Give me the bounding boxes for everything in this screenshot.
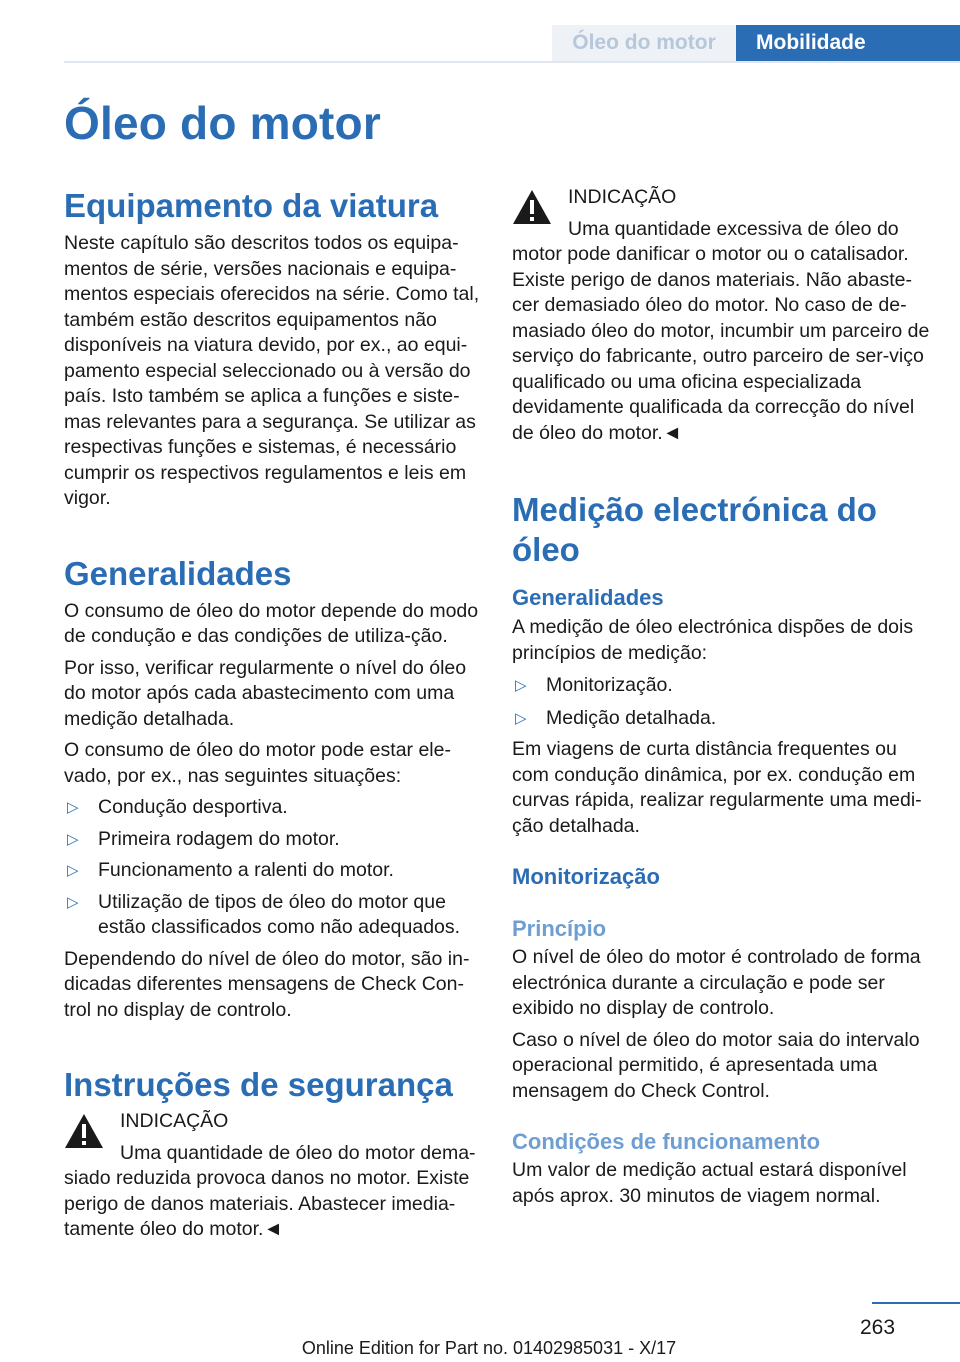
monitoring-heading: Monitorização	[512, 864, 660, 889]
trips-text: Em viagens de curta distância frequentes ou com condução dinâmica, por ex. condução em curvas rápida, realizar regularmente uma medi-ção detalhada.	[512, 738, 922, 837]
warning-text: Uma quantidade de óleo do motor dema-siado reduzida provoca danos no motor. Existe perigo de danos materiais. Abastecer imedia-tamente óleo do motor.◄	[64, 1141, 476, 1240]
safety-heading: Instruções de segurança	[64, 1066, 453, 1103]
triangle-right-bullet-icon: ▷	[67, 799, 79, 816]
principles-list	[512, 673, 932, 731]
header-chapter-tab: Mobilidade	[736, 25, 960, 61]
general-paragraph-2: Por isso, verificar regularmente o nível do óleo do motor após cada abastecimento com uma medição detalhada.	[64, 656, 467, 730]
warning-label: INDICAÇÃO	[120, 1110, 229, 1132]
warning-triangle-icon	[64, 1112, 108, 1152]
warning-notice	[64, 1109, 484, 1243]
general-text: A medição de óleo electrónica dispões de dois princípios de medição:	[512, 616, 914, 664]
principle-paragraph-2: Caso o nível de óleo do motor saia do intervalo operacional permitido, é apresentada uma mensagem do Check Control.	[512, 1028, 920, 1102]
edition-note: Online Edition for Part no. 01402985031 - X/17	[301, 1338, 677, 1358]
warning-text: Uma quantidade excessiva de óleo do motor pode danificar o motor ou o catalisador. Existe perigo de danos materiais. Não abaste-cer demasiado óleo do motor. No caso de de-masiado óleo do motor, incumbir um parceiro de serviço do fabricante, outro parceiro de ser-viço qualificado ou uma oficina especializada devidamente qualificada da correcção do nível de óleo do motor.◄	[512, 217, 930, 444]
general-subheading: Generalidades	[512, 585, 664, 610]
triangle-right-bullet-icon: ▷	[515, 677, 527, 694]
conditions-text: Um valor de medição actual estará disponível após aprox. 30 minutos de viagem normal.	[512, 1159, 907, 1207]
general-paragraph-3: O consumo de óleo do motor pode estar ele-vado, por ex., nas seguintes situações:	[64, 739, 451, 787]
conditions-heading: Condições de funcionamento	[512, 1129, 821, 1154]
warning-triangle-icon	[512, 188, 556, 228]
right-column	[512, 180, 932, 1209]
page-header	[552, 25, 960, 61]
situations-list	[64, 795, 484, 941]
triangle-right-bullet-icon: ▷	[67, 893, 79, 911]
principle-heading: Princípio	[512, 916, 607, 941]
warning-notice	[512, 185, 932, 446]
left-column	[64, 180, 484, 1243]
list-item: ▷ Funcionamento a ralenti do motor.	[64, 858, 484, 884]
warning-label: INDICAÇÃO	[568, 186, 677, 208]
equipment-heading: Equipamento da viatura	[64, 187, 439, 224]
general-paragraph-4: Dependendo do nível de óleo do motor, são in-dicadas diferentes mensagens de Check Con-trol no display de controlo.	[64, 947, 470, 1021]
list-item: ▷ Monitorização.	[512, 673, 932, 699]
triangle-right-bullet-icon: ▷	[67, 830, 79, 848]
page-number: 263	[860, 1316, 896, 1339]
measurement-heading: Medição electrónica do óleo	[512, 491, 877, 568]
general-paragraph-1: O consumo de óleo do motor depende do modo de condução e das condições de utiliza-ção.	[64, 599, 479, 647]
footer-divider	[872, 1302, 960, 1304]
header-divider	[64, 61, 960, 63]
list-item: ▷ Medição detalhada.	[512, 706, 932, 732]
header-section-tab: Óleo do motor	[552, 25, 736, 61]
triangle-right-bullet-icon: ▷	[67, 862, 79, 879]
principle-paragraph-1: O nível de óleo do motor é controlado de forma electrónica durante a circulação e pode ser exibido no display de controlo.	[512, 946, 921, 1019]
list-item: ▷ Primeira rodagem do motor.	[64, 827, 484, 853]
page-title: Óleo do motor	[64, 97, 381, 149]
triangle-right-bullet-icon: ▷	[515, 709, 527, 727]
general-heading: Generalidades	[64, 554, 292, 592]
list-item: ▷ Utilização de tipos de óleo do motor que estão classificados como não adequados.	[67, 890, 461, 938]
list-item: ▷ Condução desportiva.	[64, 795, 484, 821]
equipment-text: Neste capítulo são descritos todos os equipa-mentos de série, versões nacionais e equipa-mentos especiais oferecidos na série. Como tal, também estão descritos equipamentos não disponíveis na viatura devido, por ex., ao equi-pamento especial seleccionado ou à versão do país. Isto também se aplica a funções e siste-mas relevantes para a segurança. Se utilizar as respectivas funções e sistemas, é necessário cumprir os respectivos regulamentos e leis em vigor.	[64, 232, 480, 509]
